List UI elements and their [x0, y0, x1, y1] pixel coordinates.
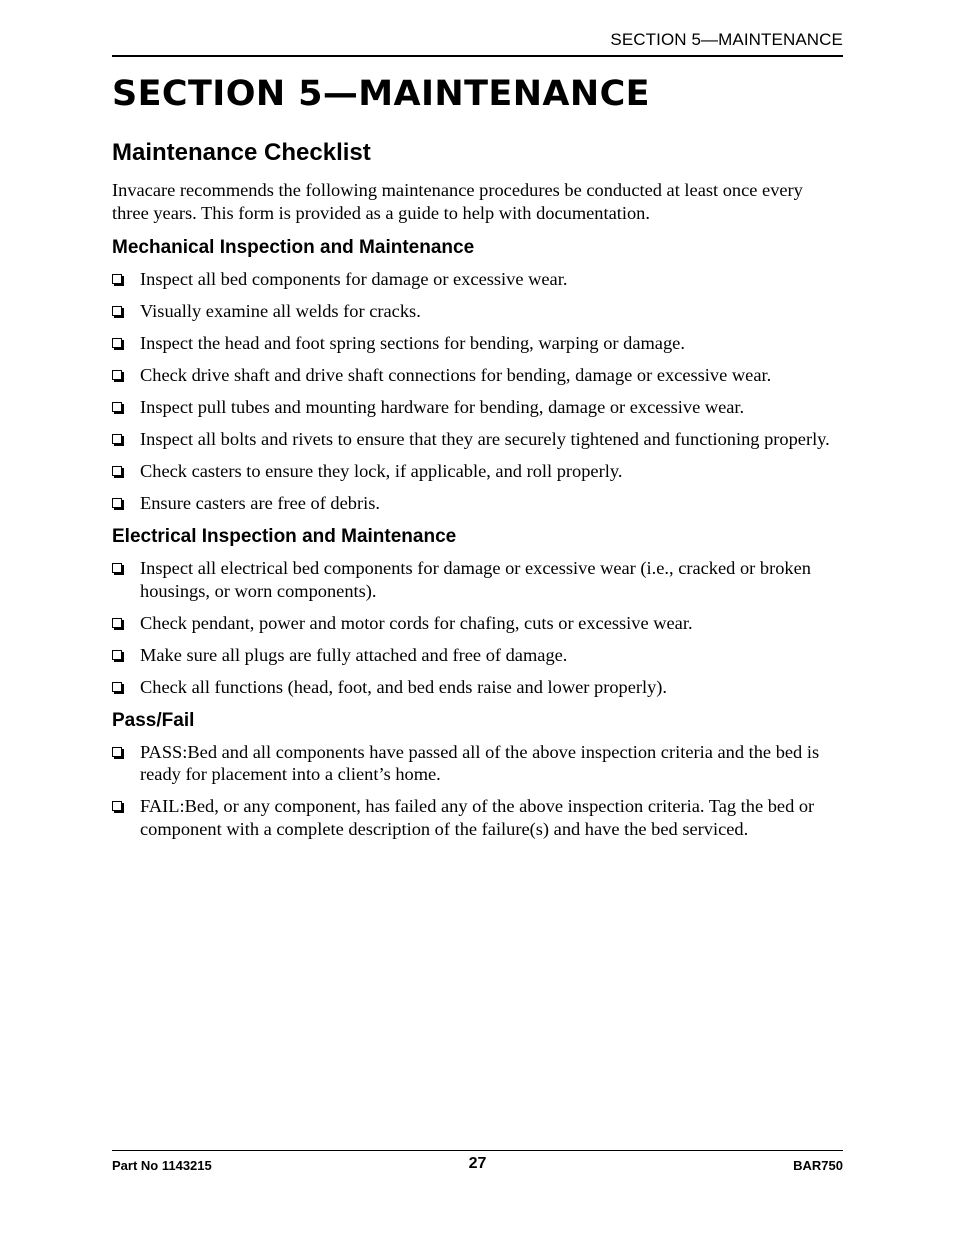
checklist-item	[112, 557, 843, 602]
checkbox-icon[interactable]	[112, 563, 122, 573]
checklist-item-text: Inspect all bolts and rivets to ensure that they are securely tightened and functioning properly.	[140, 429, 830, 449]
checklist-item-text: Make sure all plugs are fully attached and free of damage.	[140, 644, 568, 665]
mechanical-heading: Mechanical Inspection and Maintenance	[112, 237, 475, 258]
header-rule	[112, 55, 843, 57]
checklist-item	[112, 612, 843, 635]
passfail-checklist	[112, 741, 843, 841]
manual-page	[112, 0, 843, 1235]
checklist-item	[112, 364, 843, 387]
checklist-item	[112, 676, 843, 699]
checklist-item-text: Inspect all bed components for damage or excessive wear.	[140, 269, 568, 289]
checklist-item	[112, 268, 843, 291]
mechanical-checklist	[112, 268, 843, 515]
running-header: SECTION 5—MAINTENANCE	[610, 30, 843, 49]
checklist-item-text: Check all functions (head, foot, and bed ends raise and lower properly).	[140, 676, 668, 697]
checklist-item	[112, 460, 843, 483]
checklist-item-text: Ensure casters are free of debris.	[140, 493, 380, 513]
checklist-item-text: PASS:Bed and all components have passed all of the above inspection criteria and the bed is ready for placement into a client’s home.	[140, 741, 820, 784]
checkbox-icon[interactable]	[112, 650, 122, 660]
electrical-checklist	[112, 557, 843, 698]
checkbox-icon[interactable]	[112, 338, 122, 348]
checklist-item-text: Check pendant, power and motor cords for chafing, cuts or excessive wear.	[140, 612, 693, 633]
checklist-item	[112, 644, 843, 667]
checkbox-icon[interactable]	[112, 801, 122, 811]
checkbox-icon[interactable]	[112, 402, 122, 412]
checklist-item-text: Inspect all electrical bed components for damage or excessive wear (i.e., cracked or broken housings, or worn components).	[140, 558, 811, 601]
checklist-title: Maintenance Checklist	[112, 139, 371, 166]
checkbox-icon[interactable]	[112, 274, 122, 284]
footer-rule	[112, 1150, 843, 1151]
checkbox-icon[interactable]	[112, 498, 122, 508]
footer-page-number: 27	[468, 1155, 487, 1172]
checklist-item	[112, 396, 843, 419]
section-title: SECTION 5—MAINTENANCE	[112, 74, 650, 114]
checklist-item	[112, 300, 843, 323]
checklist-item-text: Check drive shaft and drive shaft connections for bending, damage or excessive wear.	[140, 365, 772, 385]
checkbox-icon[interactable]	[112, 747, 122, 757]
checklist-item-text: Visually examine all welds for cracks.	[140, 301, 421, 321]
checkbox-icon[interactable]	[112, 306, 122, 316]
checkbox-icon[interactable]	[112, 434, 122, 444]
checklist-item-text: Inspect pull tubes and mounting hardware for bending, damage or excessive wear.	[140, 397, 745, 417]
footer-model: BAR750	[793, 1158, 843, 1173]
electrical-heading: Electrical Inspection and Maintenance	[112, 526, 457, 547]
checklist-item	[112, 795, 843, 840]
checklist-item-text: FAIL:Bed, or any component, has failed any of the above inspection criteria. Tag the bed or component with a complete description of the failure(s) and have the bed serviced.	[140, 796, 815, 839]
intro-paragraph: Invacare recommends the following maintenance procedures be conducted at least once every three years. This form is provided as a guide to help with documentation.	[112, 180, 803, 223]
checklist-item	[112, 428, 843, 451]
checkbox-icon[interactable]	[112, 682, 122, 692]
checklist-item-text: Inspect the head and foot spring sections for bending, warping or damage.	[140, 333, 685, 353]
passfail-heading: Pass/Fail	[112, 709, 195, 731]
checklist-item	[112, 492, 843, 515]
checkbox-icon[interactable]	[112, 466, 122, 476]
checkbox-icon[interactable]	[112, 370, 122, 380]
footer-part-number: Part No 1143215	[112, 1158, 212, 1173]
checklist-item-text: Check casters to ensure they lock, if applicable, and roll properly.	[140, 461, 623, 481]
checklist-item	[112, 741, 843, 786]
checkbox-icon[interactable]	[112, 618, 122, 628]
checklist-item	[112, 332, 843, 355]
page-content	[112, 137, 843, 850]
